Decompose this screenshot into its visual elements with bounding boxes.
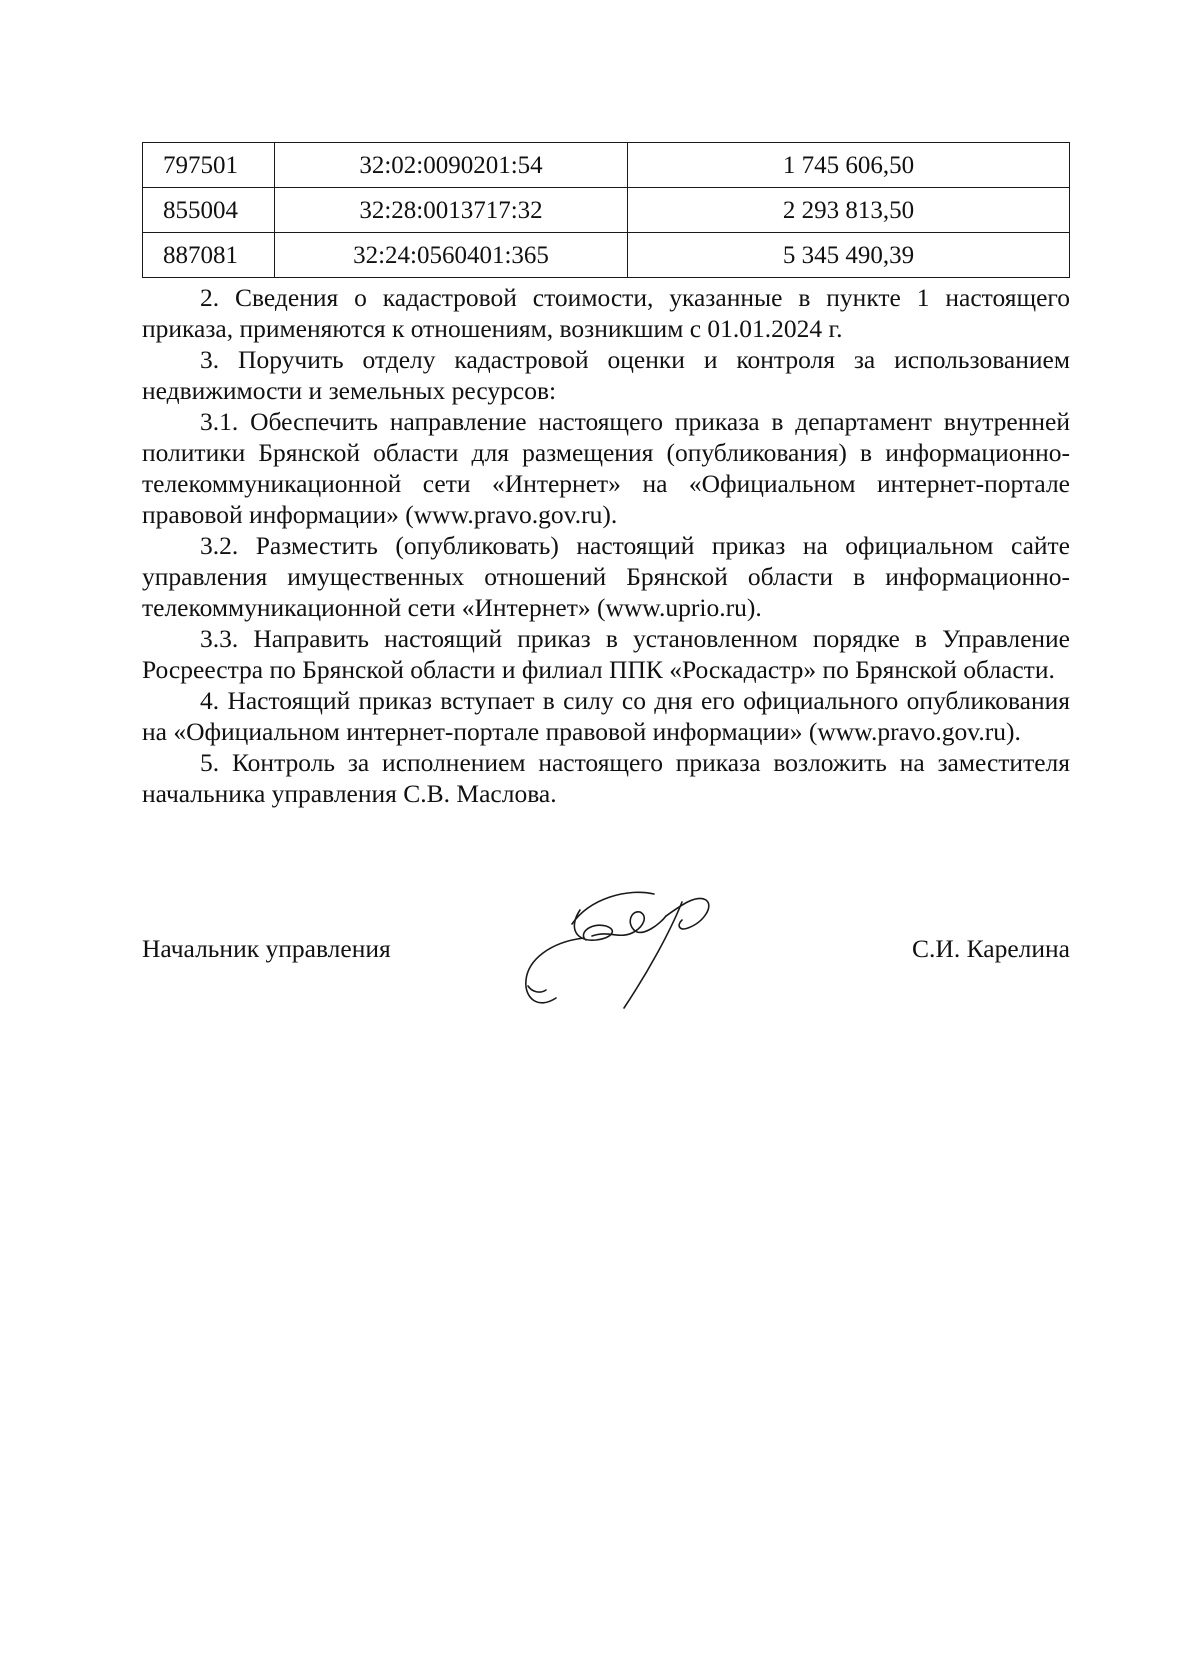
paragraph-4: 4. Настоящий приказ вступает в силу со дня его официального опубликования на «Официальном интернет-портале правовой информации» (www.pravo.gov.ru).: [142, 686, 1070, 746]
table-cell-value: 2 293 813,50: [628, 188, 1070, 233]
table-cell-value: 1 745 606,50: [628, 143, 1070, 188]
table-cell-id: 887081: [143, 233, 275, 278]
table-cell-id: 797501: [143, 143, 275, 188]
handwritten-signature: [520, 880, 740, 1020]
table-cell-cadastral-number: 32:28:0013717:32: [275, 188, 628, 233]
paragraph-5: 5. Контроль за исполнением настоящего приказа возложить на заместителя начальника управления С.В. Маслова.: [142, 748, 1070, 808]
order-body-text: [142, 282, 1070, 809]
signatory-position-title: Начальник управления: [142, 934, 391, 963]
table-cell-value: 5 345 490,39: [628, 233, 1070, 278]
table-row: [143, 233, 1070, 278]
cadastral-value-table: [142, 142, 1070, 278]
paragraph-3-2: 3.2. Разместить (опубликовать) настоящий приказ на официальном сайте управления имущественных отношений Брянской области в информационно-телекоммуникационной сети «Интернет» (www.uprio.ru).: [142, 531, 1070, 622]
paragraph-3-1: 3.1. Обеспечить направление настоящего приказа в департамент внутренней политики Брянской области для размещения (опубликования) в информационно-телекоммуникационной сети «Интернет» на «Официальном интернет-портале правовой информации» (www.pravo.gov.ru).: [142, 407, 1070, 529]
paragraph-3-3: 3.3. Направить настоящий приказ в установленном порядке в Управление Росреестра по Брянской области и филиал ППК «Роскадастр» по Брянской области.: [142, 624, 1070, 684]
table-row: [143, 143, 1070, 188]
table-cell-cadastral-number: 32:02:0090201:54: [275, 143, 628, 188]
table-row: [143, 188, 1070, 233]
paragraph-3: 3. Поручить отделу кадастровой оценки и контроля за использованием недвижимости и земельных ресурсов:: [142, 345, 1070, 405]
table-cell-cadastral-number: 32:24:0560401:365: [275, 233, 628, 278]
table-cell-id: 855004: [143, 188, 275, 233]
paragraph-2: 2. Сведения о кадастровой стоимости, указанные в пункте 1 настоящего приказа, применяются к отношениям, возникшим с 01.01.2024 г.: [142, 283, 1070, 343]
signatory-name: С.И. Карелина: [912, 934, 1070, 963]
